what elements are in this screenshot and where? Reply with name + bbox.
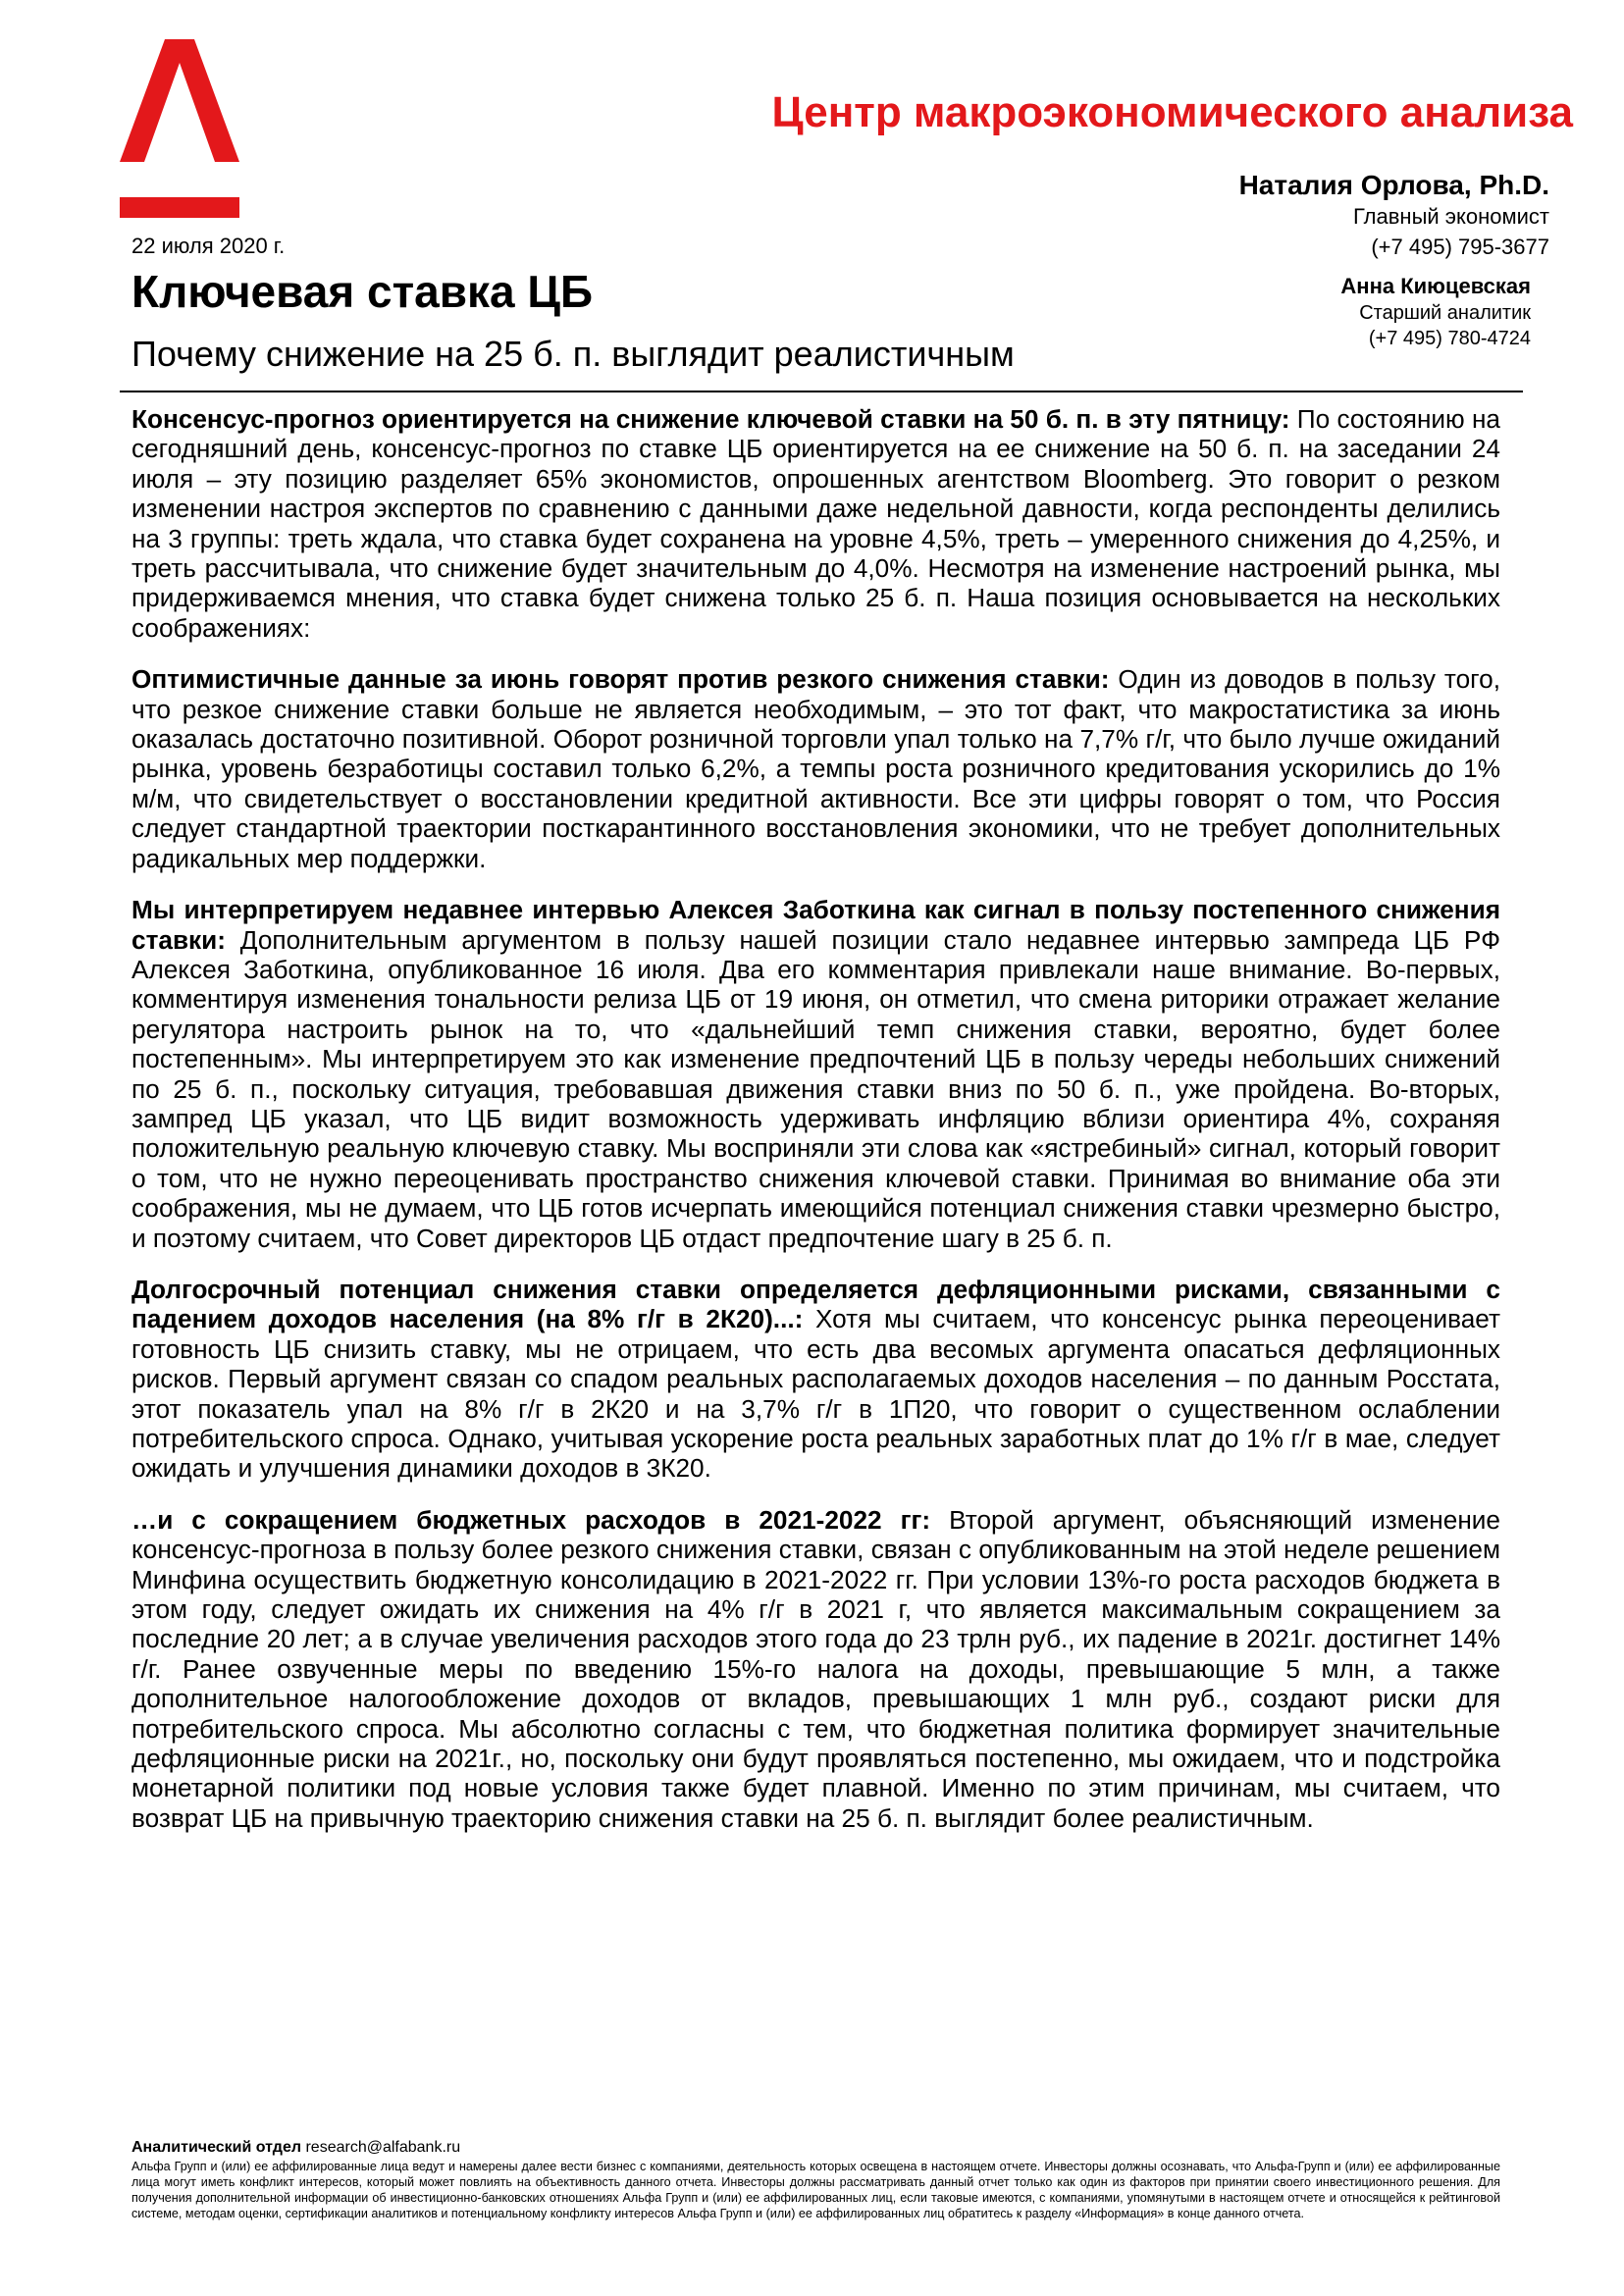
section-text: Один из доводов в пользу того, что резкое снижение ставки больше не является необходимым, – это тот факт, что макростатистика за июнь оказалась достаточно позитивной. Оборот розничной торговли упал только на 7,7% г/г, что было лучше ожиданий рынка, уровень безработицы составил только 6,2%, а темпы роста розничного кредитования ускорились до 1% м/м, что свидетельствует о восстановлении кредитной активности. Все эти цифры говорят о том, что Россия следует стандартной траектории посткарантинного восстановления экономики, что не требует дополнительных радикальных мер поддержки. bbox=[131, 664, 1500, 873]
section-text: По состоянию на сегодняшний день, консенсус-прогноз по ставке ЦБ ориентируется на ее снижение на 50 б. п. на заседании 24 июля – эту позицию разделяет 65% экономистов, опрошенных агентством Bloomberg. Это говорит о резком изменении настроя экспертов по сравнению с данными даже недельной давности, когда респонденты делились на 3 группы: треть ждала, что ставка будет сохранена на уровне 4,5%, треть – умеренного снижения до 4,25%, и треть рассчитывала, что снижение будет значительным до 4,0%. Несмотря на изменение настроений рынка, мы придерживаемся мнения, что ставка будет снижена только 25 б. п. Наша позиция основывается на нескольких соображениях: bbox=[131, 404, 1500, 643]
author-phone: (+7 495) 780-4724 bbox=[1368, 328, 1531, 349]
section-paragraph bbox=[131, 1275, 1500, 1484]
section-paragraph bbox=[131, 895, 1500, 1253]
section-heading: Долгосрочный потенциал снижения ставки определяется дефляционными рисками, связанными с падением доходов населения (на 8% г/г в 2К20)...: bbox=[131, 1274, 1500, 1334]
alfa-bank-logo bbox=[120, 39, 239, 218]
page-title: Ключевая ставка ЦБ bbox=[131, 266, 594, 317]
author-block-secondary bbox=[1340, 273, 1531, 351]
section-heading: Мы интерпретируем недавнее интервью Алексея Заботкина как сигнал в пользу постепенного снижения ставки: bbox=[131, 895, 1500, 955]
author-block-primary bbox=[1239, 170, 1549, 262]
contact-email[interactable]: research@alfabank.ru bbox=[305, 2139, 461, 2156]
section-paragraph bbox=[131, 664, 1500, 873]
department-label: Аналитический отдел bbox=[131, 2139, 302, 2156]
author-role: Старший аналитик bbox=[1359, 302, 1531, 324]
author-phone: (+7 495) 795-3677 bbox=[1371, 235, 1549, 259]
section-paragraph bbox=[131, 1505, 1500, 1833]
report-date: 22 июля 2020 г. bbox=[131, 234, 286, 258]
author-name: Анна Киюцевская bbox=[1340, 274, 1531, 298]
section-heading: …и с сокращением бюджетных расходов в 2021-2022 гг: bbox=[131, 1504, 931, 1535]
disclaimer: Альфа Групп и (или) ее аффилированные лица ведут и намерены далее вести бизнес с компаниями, деятельность которых освещена в настоящем отчете. Инвесторы должны осознавать, что Альфа-Групп и (или) ее аффилированные лица могут иметь конфликт интересов, который может повлиять на объективность данного отчета. Инвесторы должны рассматривать данный отчет только как один из факторов при принятии своего инвестиционного решения. Для получения дополнительной информации об инвестиционно-банковских отношениях Альфа Групп и (или) ее аффилированных лиц, если таковые имеются, с компаниями, упомянутыми в настоящем отчете и относящейся к рейтинговой системе, методам оценки, сертификации аналитиков и потенциальному конфликту интересов Альфа Групп и (или) ее аффилированных лиц обратитесь к разделу «Информация» в конце данного отчета. bbox=[131, 2160, 1500, 2220]
section-text: Дополнительным аргументом в пользу нашей позиции стало недавнее интервью зампреда ЦБ РФ Алексея Заботкина, опубликованное 16 июля. Два его комментария привлекали наше внимание. Во-первых, комментируя изменения тональности релиза ЦБ от 19 июня, он отметил, что смена риторики отражает желание регулятора настроить рынок на то, что «дальнейший темп снижения ставки, вероятно, будет более постепенным». Мы интерпретируем это как изменение предпочтений ЦБ в пользу череды небольших снижений по 25 б. п., поскольку ситуация, требовавшая движения ставки вниз по 50 б. п., уже пройдена. Во-вторых, зампред ЦБ указал, что ЦБ видит возможность удерживать инфляцию вблизи ориентира 4%, сохраняя положительную реальную ключевую ставку. Мы восприняли эти слова как «ястребиный» сигнал, который говорит о том, что не нужно переоценивать пространство снижения ключевой ставки. Принимая во внимание оба эти соображения, мы не думаем, что ЦБ готов исчерпать имеющийся потенциал снижения ставки чрезмерно быстро, и поэтому считаем, что Совет директоров ЦБ отдаст предпочтение шагу в 25 б. п. bbox=[131, 924, 1500, 1253]
author-role: Главный экономист bbox=[1352, 204, 1549, 229]
header-divider bbox=[120, 391, 1523, 392]
report-body bbox=[131, 404, 1500, 1854]
center-title: Центр макроэкономического анализа bbox=[771, 88, 1573, 136]
section-text: Хотя мы считаем, что консенсус рынка переоценивает готовность ЦБ снизить ставку, мы не отрицаем, что есть два весомых аргумента опасаться дефляционных рисков. Первый аргумент связан со спадом реальных располагаемых доходов населения – по данным Росстата, этот показатель упал на 8% г/г в 2К20 и на 3,7% г/г в 1П20, что говорит о существенном ослаблении потребительского спроса. Однако, учитывая ускорение роста реальных заработных плат до 1% г/г в мае, следует ожидать и улучшения динамики доходов в 3К20. bbox=[131, 1304, 1500, 1484]
footer-department bbox=[131, 2139, 1500, 2157]
footer bbox=[131, 2139, 1500, 2221]
section-heading: Консенсус-прогноз ориентируется на снижение ключевой ставки на 50 б. п. в эту пятницу: bbox=[131, 404, 1290, 434]
section-heading: Оптимистичные данные за июнь говорят против резкого снижения ставки: bbox=[131, 664, 1110, 695]
author-name: Наталия Орлова, Ph.D. bbox=[1238, 170, 1549, 200]
page-subtitle: Почему снижение на 25 б. п. выглядит реалистичным bbox=[131, 334, 1015, 374]
section-text: Второй аргумент, объясняющий изменение консенсус-прогноза в пользу более резкого снижения ставки, связан с опубликованным на этой неделе решением Минфина осуществить бюджетную консолидацию в 2021-2022 гг. При условии 13%-го роста расходов бюджета в этом году, следует ожидать их снижения на 4% г/г в 2021 г, что является максимальным сокращением за последние 20 лет; а в случае увеличения расходов этого года до 23 трлн руб., их падение в 2021г. достигнет 14% г/г. Ранее озвученные меры по введению 15%-го налога на доходы, превышающие 5 млн, а также дополнительное налогообложение доходов от вкладов, превышающих 1 млн руб., создают риски для потребительского спроса. Мы абсолютно согласны с тем, что бюджетная политика формирует значительные дефляционные риски на 2021г., но, поскольку они будут проявляться постепенно, мы ожидаем, что и подстройка монетарной политики под новые условия также будет плавной. Именно по этим причинам, мы считаем, что возврат ЦБ на привычную траекторию снижения ставки на 25 б. п. выглядит более реалистичным. bbox=[131, 1504, 1500, 1833]
section-paragraph bbox=[131, 404, 1500, 643]
